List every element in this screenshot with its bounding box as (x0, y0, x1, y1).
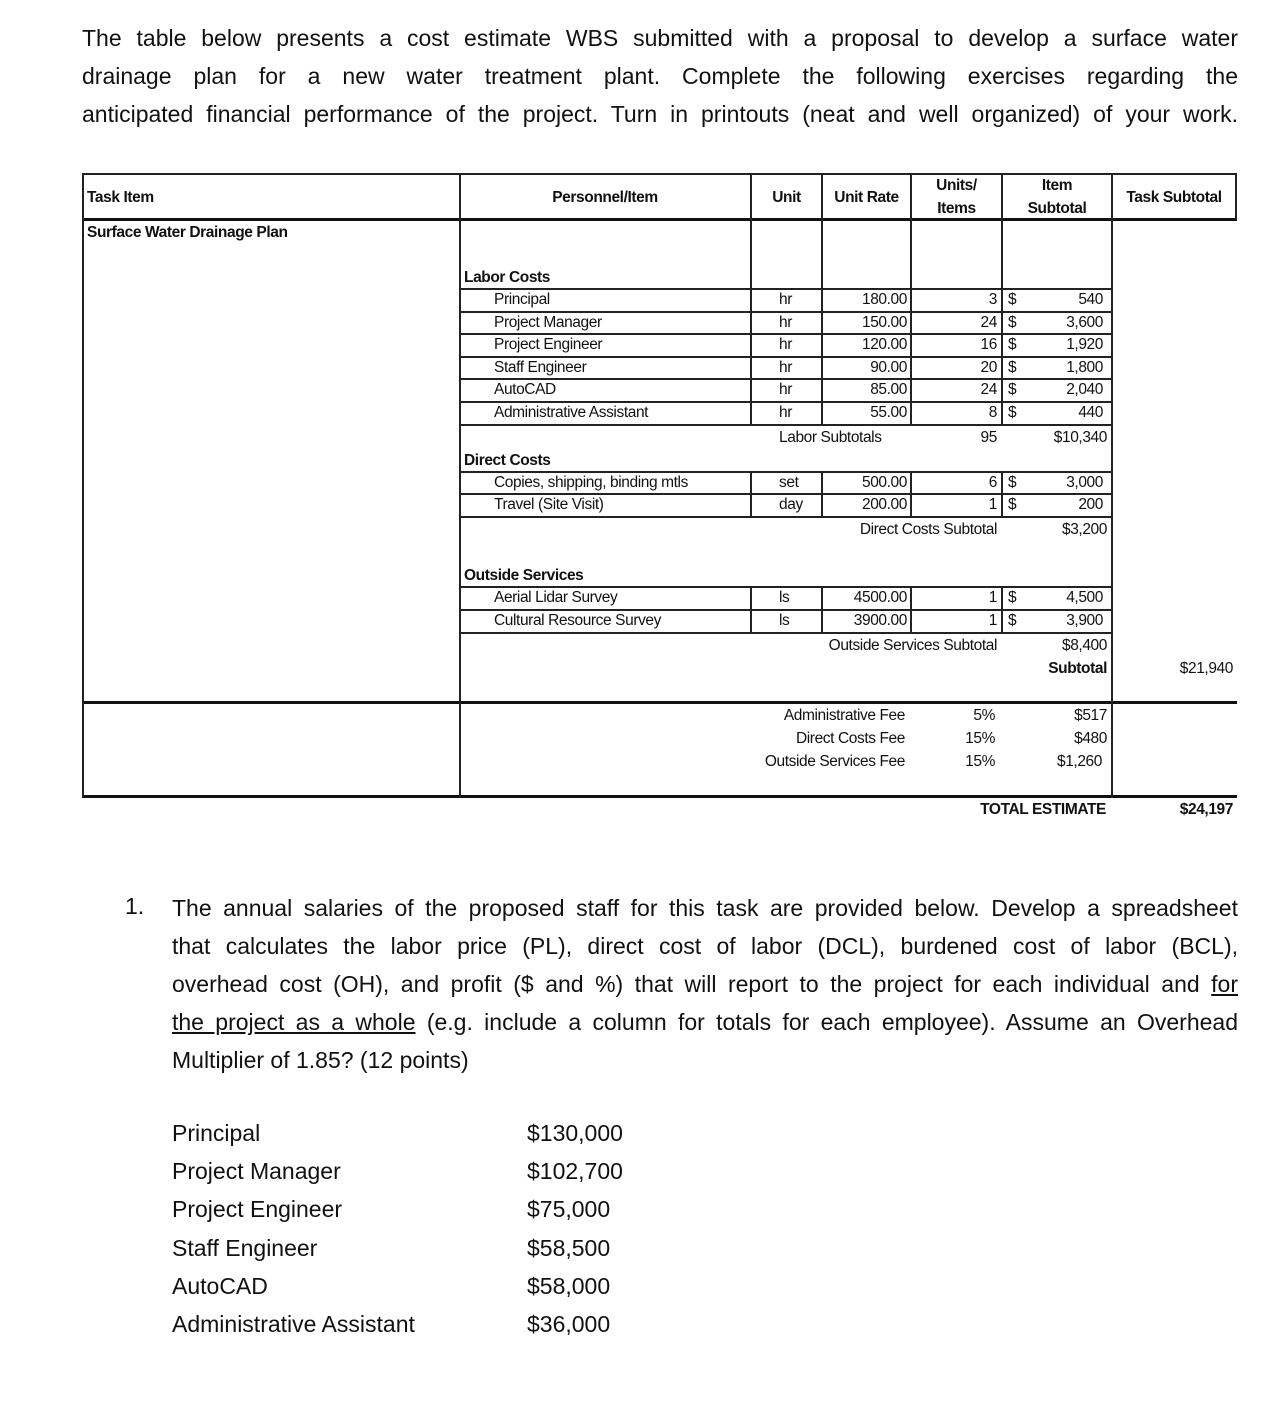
column-divider (910, 402, 912, 424)
task-name: Surface Water Drainage Plan (87, 224, 288, 241)
item-name: Travel (Site Visit) (494, 496, 604, 513)
item-unit: hr (779, 404, 792, 421)
column-divider (1001, 610, 1003, 632)
header-unit-rate: Unit Rate (834, 189, 899, 206)
table-border (82, 173, 84, 798)
column-divider (1111, 173, 1113, 798)
item-subtotal: 1,800 (1066, 359, 1103, 376)
item-subtotal: 4,500 (1066, 589, 1103, 606)
column-divider (821, 472, 823, 494)
salary-salary: $75,000 (527, 1196, 611, 1223)
salary-role: Administrative Assistant (172, 1311, 415, 1337)
item-rate: 3900.00 (853, 612, 907, 629)
row-border (460, 632, 1112, 634)
column-divider (910, 312, 912, 334)
question-line (172, 965, 1238, 1003)
question-line: Multiplier of 1.85? (12 points) (172, 1047, 469, 1073)
item-units: 6 (988, 474, 997, 491)
column-divider (750, 312, 752, 334)
item-name: Principal (494, 291, 550, 308)
item-unit: ls (779, 612, 790, 629)
item-currency: $ (1008, 474, 1017, 491)
item-unit: day (779, 496, 803, 513)
item-currency: $ (1008, 314, 1017, 331)
item-rate: 90.00 (870, 359, 907, 376)
header-task-item: Task Item (87, 189, 154, 206)
fee-amount: $517 (1074, 707, 1107, 724)
item-currency: $ (1008, 612, 1017, 629)
fee-label: Direct Costs Fee (795, 730, 905, 747)
item-units: 1 (988, 589, 997, 606)
item-subtotal: 3,000 (1066, 474, 1103, 491)
intro-line-1: The table below presents a cost estimate WBS submitted with a proposal to develop a surface water (82, 25, 1238, 51)
row-border (460, 516, 1112, 518)
column-divider (910, 587, 912, 609)
item-rate: 120.00 (861, 336, 907, 353)
item-currency: $ (1008, 589, 1017, 606)
column-divider (821, 610, 823, 632)
total-estimate: $24,197 (1179, 801, 1233, 818)
column-divider (821, 357, 823, 379)
outside-subtotal-label: Outside Services Subtotal (828, 637, 997, 654)
intro-line-2: drainage plan for a new water treatment plant. Complete the following exercises regarding the (82, 63, 1238, 89)
direct-costs-label: Direct Costs (464, 452, 551, 469)
item-units: 16 (980, 336, 997, 353)
question-underlined: for (1211, 971, 1238, 997)
item-rate: 200.00 (861, 496, 907, 513)
column-divider (821, 289, 823, 311)
direct-subtotal-label: Direct Costs Subtotal (859, 521, 997, 538)
item-currency: $ (1008, 496, 1017, 513)
question-number: 1. (125, 893, 145, 919)
outside-subtotal: $8,400 (1061, 637, 1107, 654)
item-units: 3 (988, 291, 997, 308)
fees-divider (82, 701, 1237, 704)
salary-role: Staff Engineer (172, 1234, 318, 1261)
column-divider (1001, 379, 1003, 401)
column-divider (910, 289, 912, 311)
salary-salary: $102,700 (527, 1158, 623, 1185)
column-divider (821, 379, 823, 401)
question-line (172, 1003, 1238, 1041)
labor-subtotal-units: 95 (980, 429, 997, 446)
item-rate: 180.00 (861, 291, 907, 308)
item-subtotal: 3,900 (1066, 612, 1103, 629)
item-name: Aerial Lidar Survey (494, 589, 618, 606)
subtotal-label: Subtotal (1048, 660, 1107, 677)
labor-subtotal-label: Labor Subtotals (779, 429, 882, 446)
salary-role: AutoCAD (172, 1272, 268, 1299)
salary-role: Project Engineer (172, 1196, 343, 1223)
column-divider (821, 587, 823, 609)
item-unit: hr (779, 336, 792, 353)
salary-salary: $36,000 (527, 1311, 611, 1337)
item-rate: 500.00 (861, 474, 907, 491)
column-divider (750, 472, 752, 494)
item-name: Administrative Assistant (494, 404, 649, 421)
item-unit: hr (779, 359, 792, 376)
item-unit: set (779, 474, 799, 491)
column-divider (1001, 587, 1003, 609)
column-divider (821, 402, 823, 424)
item-name: Cultural Resource Survey (494, 612, 662, 629)
item-subtotal: 1,920 (1066, 336, 1103, 353)
item-name: AutoCAD (494, 381, 556, 398)
salary-role: Project Manager (172, 1158, 341, 1185)
header-item-subtotal: Subtotal (1027, 200, 1087, 217)
question-line: The annual salaries of the proposed staff for this task are provided below. Develop a spreadsheet (172, 895, 1238, 921)
fee-percent: 5% (973, 707, 995, 724)
column-divider (1001, 312, 1003, 334)
item-subtotal: 440 (1078, 404, 1103, 421)
question-underlined: the project as a whole (172, 1009, 416, 1035)
column-divider (821, 334, 823, 356)
task-subtotal: $21,940 (1179, 660, 1233, 677)
item-units: 1 (988, 496, 997, 513)
header-unit: Unit (772, 189, 801, 206)
question-text: (e.g. include a column for totals for each employee). Assume an Overhead (415, 1009, 1238, 1035)
column-divider (1001, 357, 1003, 379)
column-divider (910, 357, 912, 379)
item-subtotal: 2,040 (1066, 381, 1103, 398)
column-divider (1001, 402, 1003, 424)
salary-salary: $130,000 (527, 1120, 623, 1146)
item-currency: $ (1008, 291, 1017, 308)
fee-percent: 15% (965, 753, 995, 770)
item-subtotal: 540 (1078, 291, 1103, 308)
item-units: 8 (988, 404, 997, 421)
item-rate: 55.00 (870, 404, 907, 421)
column-divider (910, 610, 912, 632)
item-currency: $ (1008, 336, 1017, 353)
salary-role: Principal (172, 1120, 261, 1146)
total-estimate-label: TOTAL ESTIMATE (980, 801, 1106, 818)
item-currency: $ (1008, 381, 1017, 398)
column-divider (910, 334, 912, 356)
item-unit: hr (779, 381, 792, 398)
item-name: Staff Engineer (494, 359, 587, 376)
table-border (82, 795, 1237, 798)
column-divider (910, 472, 912, 494)
item-units: 1 (988, 612, 997, 629)
item-units: 24 (980, 314, 997, 331)
item-rate: 4500.00 (853, 589, 907, 606)
item-currency: $ (1008, 359, 1017, 376)
header-task-subtotal: Task Subtotal (1126, 189, 1222, 206)
item-unit: hr (779, 314, 792, 331)
question-text: overhead cost (OH), and profit ($ and %) that will report to the project for each individual and (172, 971, 1212, 997)
item-unit: ls (779, 589, 790, 606)
direct-subtotal: $3,200 (1061, 521, 1107, 538)
column-divider (750, 402, 752, 424)
column-divider (1235, 173, 1237, 220)
column-divider (750, 334, 752, 356)
column-divider (1001, 472, 1003, 494)
fee-amount: $480 (1074, 730, 1107, 747)
question-line: that calculates the labor price (PL), direct cost of labor (DCL), burdened cost of labor (BCL), (172, 933, 1238, 959)
salary-salary: $58,000 (527, 1272, 611, 1299)
salary-salary: $58,500 (527, 1234, 611, 1261)
item-rate: 85.00 (870, 381, 907, 398)
column-divider (750, 610, 752, 632)
column-divider (459, 173, 461, 798)
fee-percent: 15% (965, 730, 995, 747)
header-units: Items (937, 200, 976, 217)
fee-amount: $1,260 (1056, 753, 1102, 770)
item-rate: 150.00 (861, 314, 907, 331)
header-item-subtotal: Item (1041, 177, 1073, 194)
column-divider (750, 587, 752, 609)
item-subtotal: 3,600 (1066, 314, 1103, 331)
item-name: Project Manager (494, 314, 602, 331)
column-divider (1001, 289, 1003, 311)
item-name: Copies, shipping, binding mtls (494, 474, 688, 491)
column-divider (750, 379, 752, 401)
item-currency: $ (1008, 404, 1017, 421)
column-divider (910, 379, 912, 401)
table-border (82, 173, 1237, 175)
intro-line-3: anticipated financial performance of the project. Turn in printouts (neat and well organized) of your work. (82, 101, 1238, 127)
item-units: 24 (980, 381, 997, 398)
column-divider (821, 494, 823, 516)
column-divider (750, 357, 752, 379)
fee-label: Outside Services Fee (764, 753, 905, 770)
outside-services-label: Outside Services (464, 567, 584, 584)
column-divider (1001, 494, 1003, 516)
item-unit: hr (779, 291, 792, 308)
labor-subtotal: $10,340 (1053, 429, 1107, 446)
row-border (460, 424, 1112, 426)
item-name: Project Engineer (494, 336, 603, 353)
column-divider (1001, 334, 1003, 356)
fee-label: Administrative Fee (783, 707, 905, 724)
column-divider (821, 312, 823, 334)
header-units: Units/ (936, 177, 977, 194)
column-divider (910, 494, 912, 516)
item-units: 20 (980, 359, 997, 376)
item-subtotal: 200 (1078, 496, 1103, 513)
column-divider (750, 289, 752, 311)
labor-costs-label: Labor Costs (464, 269, 551, 286)
column-divider (750, 494, 752, 516)
header-personnel: Personnel/Item (552, 189, 658, 206)
